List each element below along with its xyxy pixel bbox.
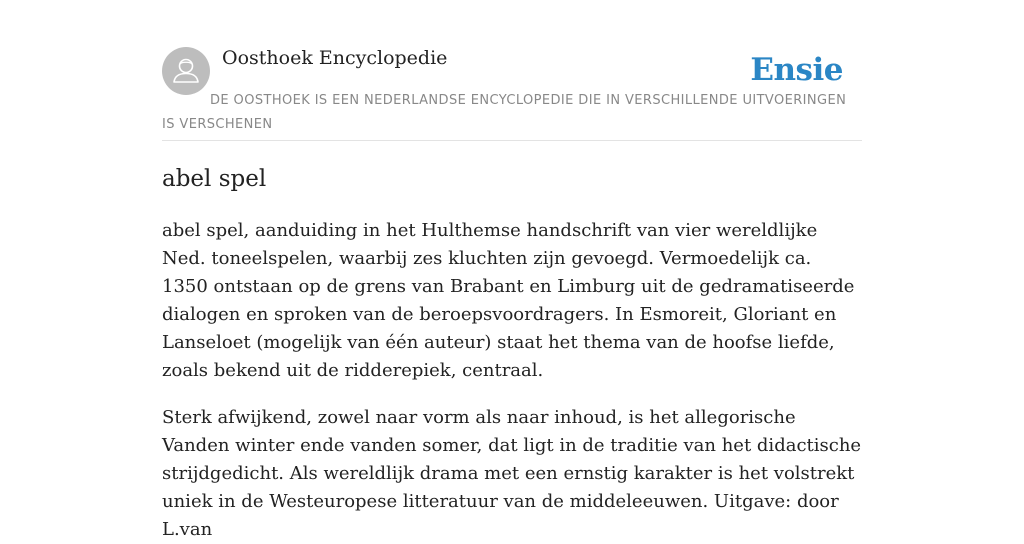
site-title[interactable]: Oosthoek Encyclopedie [222,47,448,69]
brand-logo[interactable]: Ensie [750,52,843,88]
article-title: abel spel [162,166,267,192]
site-tagline: DE OOSTHOEK IS EEN NEDERLANDSE ENCYCLOPEDIE DIE IN VERSCHILLENDE UITVOERINGEN IS VERSCHENEN [162,93,847,132]
article-paragraph: Sterk afwijkend, zowel naar vorm als naar inhoud, is het allegorische Vanden winter ende vanden somer, dat ligt in de traditie van het didactische strijdgedicht. Als wereldlijk drama met een ernstig karakter is het volstrekt uniek in de Westeuropese litteratuur van de middeleeuwen. Uitgave: door L.van [162,407,862,540]
user-icon [162,47,210,95]
avatar[interactable] [162,47,210,95]
article [162,160,862,544]
page-header [162,46,862,141]
article-paragraph: abel spel, aanduiding in het Hulthemse handschrift van vier wereldlijke Ned. toneelspelen, waarbij zes kluchten zijn gevoegd. Vermoedelijk ca. 1350 ontstaan op de grens van Brabant en Limburg uit de gedramatiseerde dialogen en sproken van de beroepsvoordragers. In Esmoreit, Gloriant en Lanseloet (mogelijk van één auteur) staat het thema van de hoofse liefde, zoals bekend uit de ridderepiek, centraal. [162,220,855,381]
